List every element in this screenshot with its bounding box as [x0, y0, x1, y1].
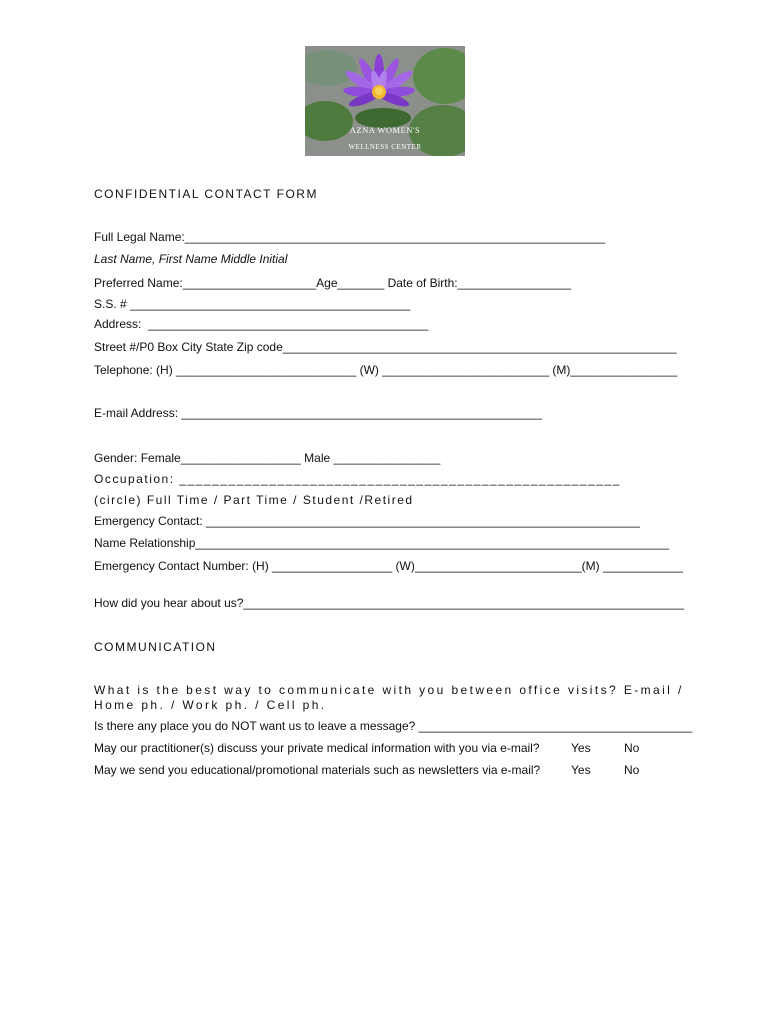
address-field[interactable]: Address: __________________________________________: [94, 317, 429, 331]
logo-text-line2: WELLNESS CENTER: [348, 143, 422, 151]
name-relationship-field[interactable]: Name Relationship_______________________________________________________________________: [94, 536, 670, 550]
email-address-field[interactable]: E-mail Address: ______________________________________________________: [94, 406, 542, 420]
employment-status-options[interactable]: (circle) Full Time / Part Time / Student /Retired: [94, 493, 414, 507]
email-medical-info-yes[interactable]: Yes: [571, 741, 591, 755]
logo-text-line1: AZNA WOMEN'S: [349, 125, 421, 135]
email-medical-info-question: May our practitioner(s) discuss your private medical information with you via e-mail?: [94, 741, 540, 755]
wellness-center-logo: [305, 46, 465, 156]
message-restriction-field[interactable]: Is there any place you do NOT want us to leave a message? _________________________________________: [94, 719, 693, 733]
preferred-name-age-dob-field[interactable]: Preferred Name:____________________Age_______ Date of Birth:_________________: [94, 276, 572, 290]
ss-number-field[interactable]: S.S. # __________________________________________: [94, 297, 411, 311]
communication-heading: COMMUNICATION: [94, 640, 217, 654]
telephone-field[interactable]: Telephone: (H) ___________________________ (W) _________________________ (M)________________: [94, 363, 678, 377]
best-way-to-communicate-question[interactable]: What is the best way to communicate with you between office visits? E-mail / Home ph. / Work ph. / Cell ph.: [94, 683, 684, 712]
newsletter-question: May we send you educational/promotional materials such as newsletters via e-mail?: [94, 763, 541, 777]
newsletter-no[interactable]: No: [624, 763, 640, 777]
full-legal-name-field[interactable]: Full Legal Name:_______________________________________________________________: [94, 230, 606, 244]
emergency-contact-field[interactable]: Emergency Contact: _________________________________________________________________: [94, 514, 640, 528]
street-field[interactable]: Street #/P0 Box City State Zip code___________________________________________________________: [94, 340, 677, 354]
occupation-field[interactable]: Occupation: ______________________________________________________: [94, 472, 621, 486]
form-title: CONFIDENTIAL CONTACT FORM: [94, 187, 318, 201]
email-medical-info-no[interactable]: No: [624, 741, 640, 755]
emergency-contact-number-field[interactable]: Emergency Contact Number: (H) __________________ (W)_________________________(M) ____________: [94, 559, 684, 573]
how-did-you-hear-field[interactable]: How did you hear about us?__________________________________________________________________: [94, 596, 684, 610]
lotus-flower-image: [305, 46, 465, 156]
gender-field[interactable]: Gender: Female__________________ Male ________________: [94, 451, 441, 465]
name-format-hint: Last Name, First Name Middle Initial: [94, 252, 288, 266]
newsletter-yes[interactable]: Yes: [571, 763, 591, 777]
